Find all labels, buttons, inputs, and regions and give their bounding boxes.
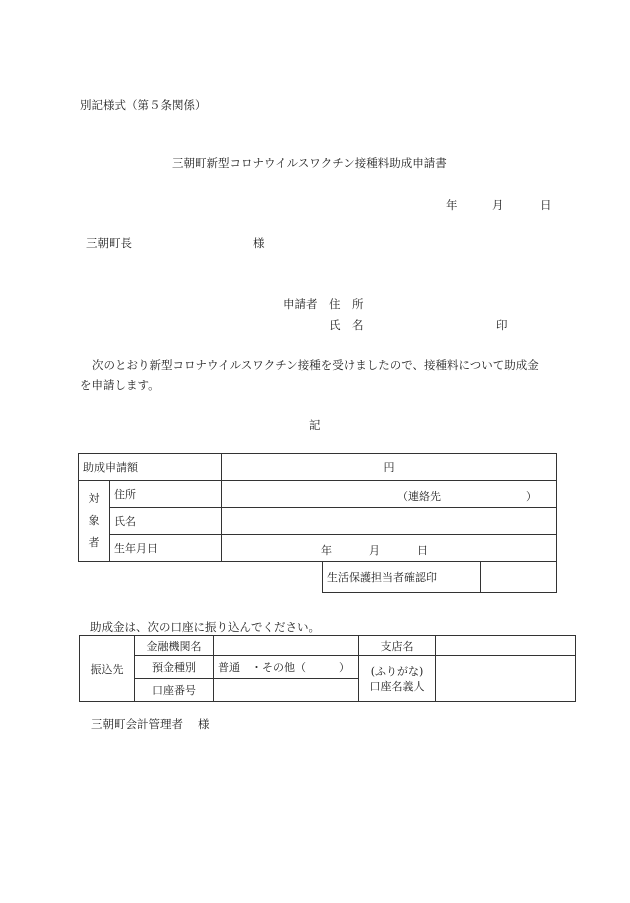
footer-honorific: 様 <box>198 717 210 731</box>
type-label: 預金種別 <box>135 656 214 679</box>
applicant-label: 申請者 <box>283 297 318 311</box>
target-person-label: 対 象 者 <box>79 481 110 562</box>
dob-day: 日 <box>417 544 428 557</box>
application-table <box>78 453 557 562</box>
welfare-table <box>322 561 557 593</box>
contact-close: ） <box>526 490 537 503</box>
applicant-name-label: 氏 名 <box>329 318 364 332</box>
target-name-label: 氏名 <box>110 508 222 535</box>
dest-label: 振込先 <box>80 636 135 702</box>
target-name-field[interactable] <box>222 508 557 535</box>
amount-field[interactable] <box>222 454 557 481</box>
form-label: 別記様式（第５条関係） <box>80 98 207 112</box>
welfare-label: 生活保護担当者確認印 <box>323 562 481 593</box>
dob-label: 生年月日 <box>110 535 222 562</box>
contact-open: （連絡先 <box>397 490 441 503</box>
dob-month: 月 <box>369 544 380 557</box>
branch-field[interactable] <box>436 636 576 656</box>
seal-mark: 印 <box>496 318 508 332</box>
holder-field[interactable] <box>436 656 576 702</box>
welfare-seal-field[interactable] <box>481 562 557 593</box>
applicant-address-label: 住 所 <box>329 297 364 311</box>
page-title: 三朝町新型コロナウイルスワクチン接種料助成申請書 <box>172 156 447 170</box>
addressee-name: 三朝町長 <box>86 236 132 250</box>
dob-year: 年 <box>321 544 332 557</box>
account-field[interactable] <box>214 679 359 702</box>
footer-name: 三朝町会計管理者 <box>91 717 183 731</box>
body-text-line2: を申請します。 <box>80 378 160 392</box>
date-month-label: 月 <box>492 198 504 212</box>
date-day-label: 日 <box>540 198 552 212</box>
target-address-label: 住所 <box>110 481 222 508</box>
target-address-field[interactable] <box>222 481 557 508</box>
type-field[interactable]: 普通 ・その他（ ） <box>214 656 359 679</box>
account-label: 口座番号 <box>135 679 214 702</box>
holder-label: (ふりがな) 口座名義人 <box>359 656 436 702</box>
transfer-note: 助成金は、次の口座に振り込んでください。 <box>90 620 320 634</box>
amount-unit: 円 <box>383 461 395 474</box>
body-text-line1: 次のとおり新型コロナウイルスワクチン接種を受けましたので、接種料について助成金 <box>92 358 539 372</box>
bank-label: 金融機関名 <box>135 636 214 656</box>
amount-label: 助成申請額 <box>79 454 222 481</box>
ki-heading: 記 <box>309 418 321 432</box>
date-year-label: 年 <box>446 198 458 212</box>
bank-table <box>79 635 576 702</box>
branch-label: 支店名 <box>359 636 436 656</box>
dob-field[interactable] <box>222 535 557 562</box>
bank-field[interactable] <box>214 636 359 656</box>
addressee-honorific: 様 <box>253 236 265 250</box>
